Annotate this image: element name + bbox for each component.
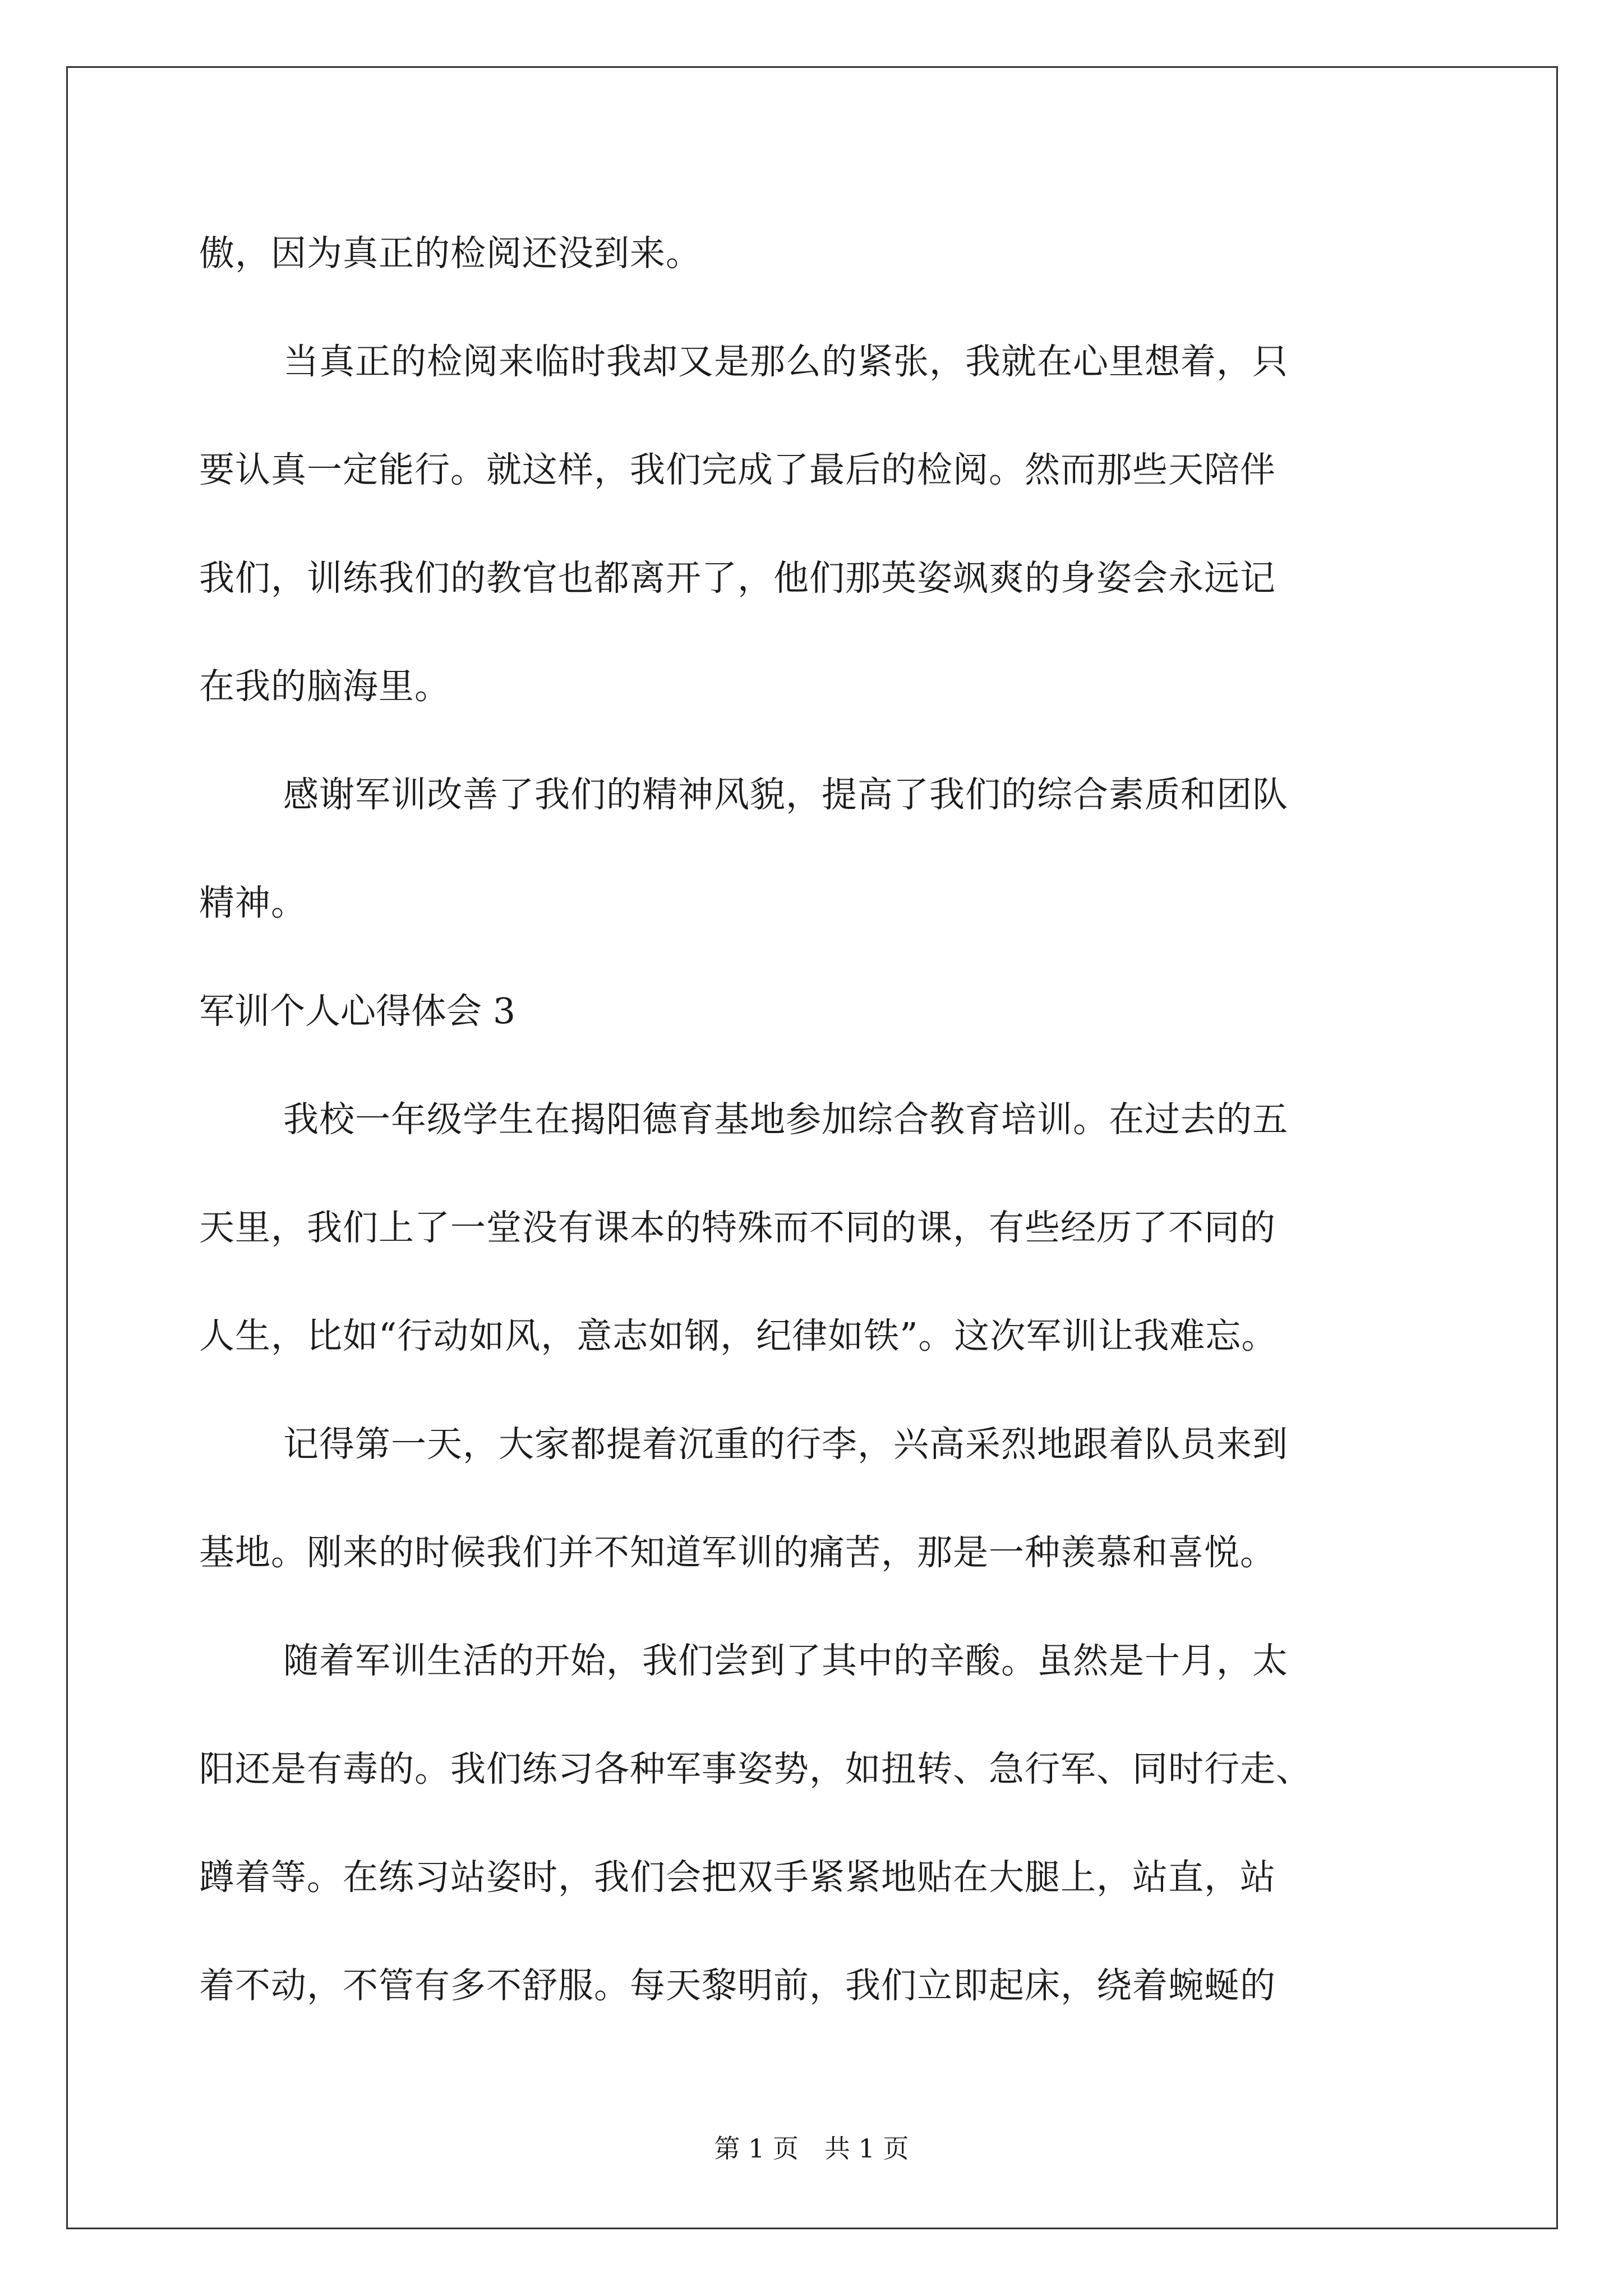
text-line: 我们，训练我们的教官也都离开了，他们那英姿飒爽的身姿会永远记 [199,558,1276,599]
text-line: 蹲着等。在练习站姿时，我们会把双手紧紧地贴在大腿上，站直，站 [199,1857,1276,1898]
text-line: 在我的脑海里。 [199,666,450,707]
paragraph-start-line: 随着军训生活的开始，我们尝到了其中的辛酸。虽然是十月，太 [283,1640,1288,1681]
paragraph-start-line: 当真正的检阅来临时我却又是那么的紧张，我就在心里想着，只 [283,341,1288,382]
text-line: 精神。 [199,882,307,923]
text-line: 天里，我们上了一堂没有课本的特殊而不同的课，有些经历了不同的 [199,1207,1276,1248]
text-line: 傲，因为真正的检阅还没到来。 [199,233,702,274]
page-number-label: 第 1 页 共 1 页 [714,2133,909,2164]
document-body [199,199,1455,2040]
paragraph-start-line: 感谢军训改善了我们的精神风貌，提高了我们的综合素质和团队 [283,774,1288,815]
text-line: 基地。刚来的时候我们并不知道军训的痛苦，那是一种羡慕和喜悦。 [199,1532,1276,1573]
paragraph-start-line: 记得第一天，大家都提着沉重的行李，兴高采烈地跟着队员来到 [283,1424,1288,1465]
text-line: 人生，比如“行动如风，意志如钢，纪律如铁”。这次军训让我难忘。 [199,1315,1278,1356]
section-heading: 军训个人心得体会 3 [199,991,516,1032]
page-footer [0,2132,1623,2165]
text-line: 要认真一定能行。就这样，我们完成了最后的检阅。然而那些天陪伴 [199,449,1276,490]
text-line: 着不动，不管有多不舒服。每天黎明前，我们立即起床，绕着蜿蜒的 [199,1965,1276,2006]
text-line: 阳还是有毒的。我们练习各种军事姿势，如扭转、急行军、同时行走、 [199,1749,1312,1789]
paragraph-start-line: 我校一年级学生在揭阳德育基地参加综合教育培训。在过去的五 [283,1099,1288,1140]
